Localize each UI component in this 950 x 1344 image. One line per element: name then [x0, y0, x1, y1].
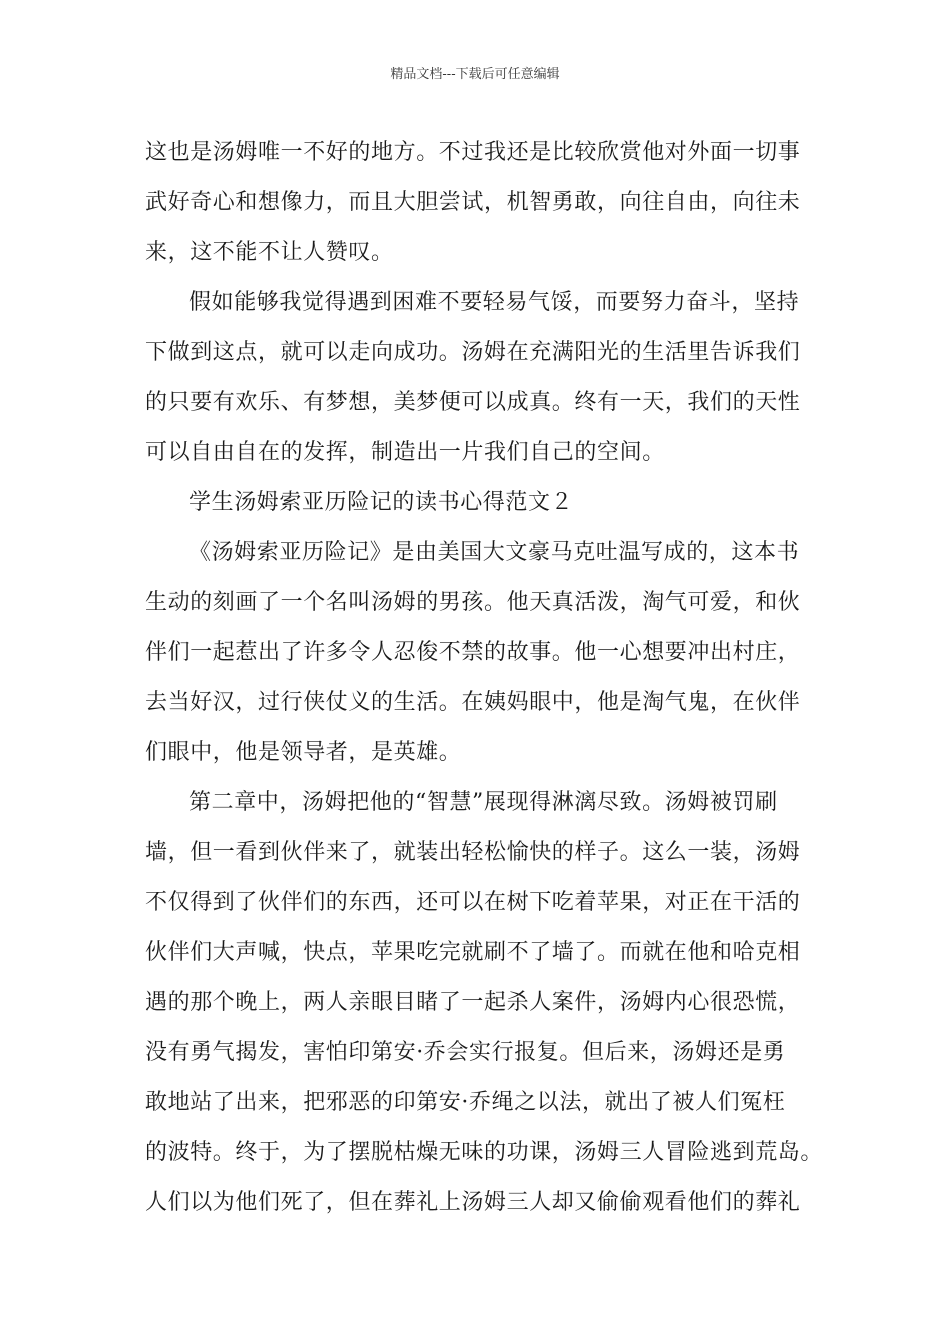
text-line: 伴们一起惹出了许多令人忍俊不禁的故事。他一心想要冲出村庄， — [145, 640, 801, 665]
page-header: 精品文档---下载后可任意编辑 — [390, 67, 560, 82]
section-heading — [145, 478, 825, 528]
text-line: 墙，但一看到伙伴来了，就装出轻松愉快的样子。这么一装，汤姆 — [145, 840, 801, 865]
text-line: 可以自由自在的发挥，制造出一片我们自己的空间。 — [145, 440, 665, 465]
text-line: 的波特。终于，为了摆脱枯燥无味的功课，汤姆三人冒险逃到荒岛。 — [145, 1140, 824, 1165]
text-line: 去当好汉，过行侠仗义的生活。在姨妈眼中，他是淘气鬼，在伙伴 — [145, 690, 801, 715]
heading-line: 学生汤姆索亚历险记的读书心得范文２ — [189, 490, 574, 515]
paragraph-intro — [145, 528, 825, 778]
text-line: 《汤姆索亚历险记》是由美国大文豪马克吐温写成的，这本书 — [189, 540, 800, 565]
paragraph-chapter-two — [145, 778, 825, 1228]
text-line: 人们以为他们死了，但在葬礼上汤姆三人却又偷偷观看他们的葬礼 — [145, 1190, 801, 1215]
text-line: 们眼中，他是领导者，是英雄。 — [145, 740, 462, 765]
text-line: 来，这不能不让人赞叹。 — [145, 240, 394, 265]
text-line: 下做到这点，就可以走向成功。汤姆在充满阳光的生活里告诉我们 — [145, 340, 801, 365]
text-line: 遇的那个晚上，两人亲眼目睹了一起杀人案件，汤姆内心很恐慌， — [145, 990, 801, 1015]
text-line: 的只要有欢乐、有梦想，美梦便可以成真。终有一天，我们的天性 — [145, 390, 801, 415]
paragraph-conclusion — [145, 278, 825, 478]
text-line: 这也是汤姆唯一不好的地方。不过我还是比较欣赏他对外面一切事 — [145, 140, 801, 165]
text-line: 不仅得到了伙伴们的东西，还可以在树下吃着苹果，对正在干活的 — [145, 890, 801, 915]
text-line: 没有勇气揭发，害怕印第安·乔会实行报复。但后来，汤姆还是勇 — [145, 1040, 786, 1065]
document-body — [145, 128, 825, 1228]
text-line: 第二章中，汤姆把他的“智慧”展现得淋漓尽致。汤姆被罚刷 — [189, 790, 778, 815]
text-line: 敢地站了出来，把邪恶的印第安·乔绳之以法，就出了被人们冤枉 — [145, 1090, 786, 1115]
text-line: 生动的刻画了一个名叫汤姆的男孩。他天真活泼，淘气可爱，和伙 — [145, 590, 801, 615]
text-line: 假如能够我觉得遇到困难不要轻易气馁，而要努力奋斗，坚持 — [189, 290, 800, 315]
text-line: 伙伴们大声喊，快点，苹果吃完就刷不了墙了。而就在他和哈克相 — [145, 940, 801, 965]
paragraph-continuation — [145, 128, 825, 278]
text-line: 武好奇心和想像力，而且大胆尝试，机智勇敢，向往自由，向往未 — [145, 190, 801, 215]
